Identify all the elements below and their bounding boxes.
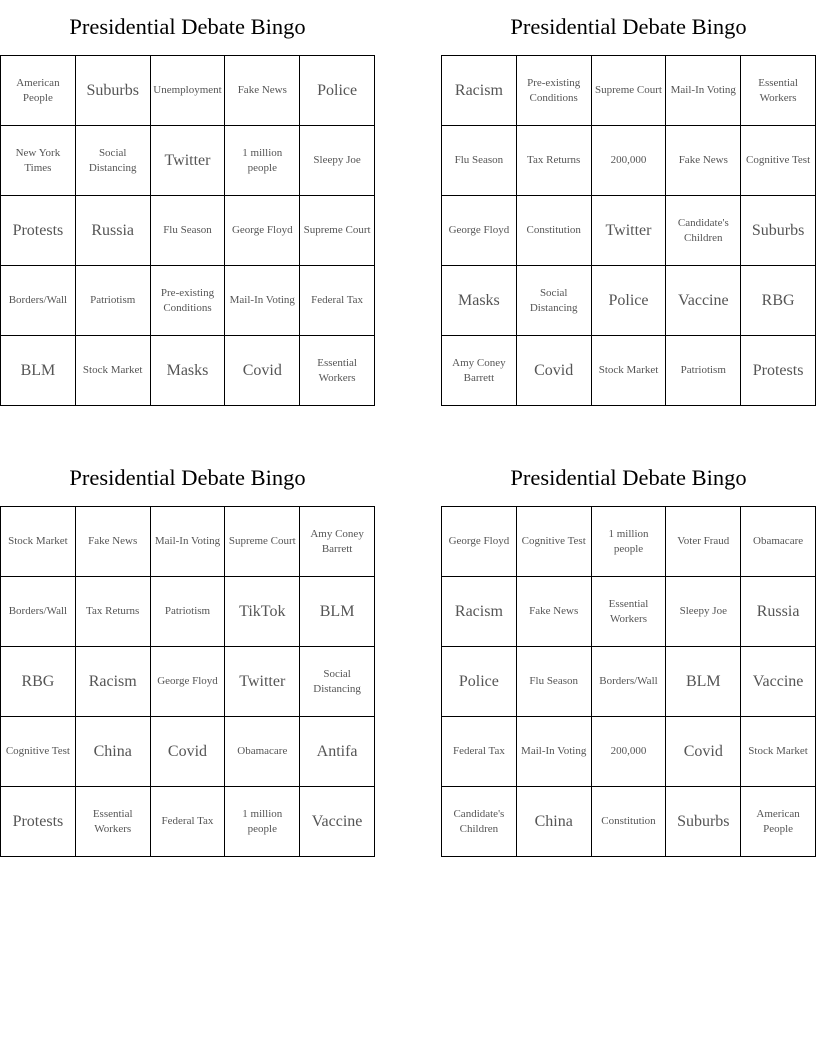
bingo-cell: BLM [1,336,76,406]
bingo-cell: Obamacare [225,717,300,787]
bingo-cell: RBG [1,647,76,717]
bingo-cell: George Floyd [442,196,517,266]
bingo-cell: Stock Market [76,336,151,406]
bingo-cell: Amy Coney Barrett [442,336,517,406]
bingo-cell: Patriotism [151,577,226,647]
bingo-cell: Amy Coney Barrett [300,507,375,577]
bingo-cell: Suburbs [76,56,151,126]
bingo-cell: Police [442,647,517,717]
bingo-cell: Social Distancing [76,126,151,196]
bingo-cell: Masks [151,336,226,406]
bingo-cell: Borders/Wall [1,266,76,336]
bingo-cell: Protests [741,336,816,406]
bingo-cell: Essential Workers [741,56,816,126]
bingo-cell: Patriotism [666,336,741,406]
bingo-cell: Mail-In Voting [517,717,592,787]
bingo-cell: Candidate's Children [442,787,517,857]
bingo-cell: Obamacare [741,507,816,577]
bingo-cell: TikTok [225,577,300,647]
bingo-cell: Borders/Wall [1,577,76,647]
bingo-cell: China [76,717,151,787]
card-title: Presidential Debate Bingo [510,14,747,39]
bingo-cell: Cognitive Test [1,717,76,787]
bingo-cell: Racism [442,56,517,126]
bingo-cell: Candidate's Children [666,196,741,266]
bingo-cell: Mail-In Voting [225,266,300,336]
bingo-cell: Suburbs [741,196,816,266]
bingo-cell: Suburbs [666,787,741,857]
bingo-cell: Stock Market [592,336,667,406]
bingo-cell: 200,000 [592,717,667,787]
bingo-cell: Fake News [225,56,300,126]
bingo-cell: Sleepy Joe [666,577,741,647]
card-title: Presidential Debate Bingo [510,465,747,490]
bingo-cell: American People [1,56,76,126]
bingo-cell: Fake News [666,126,741,196]
bingo-cell: Stock Market [741,717,816,787]
bingo-cell: Covid [151,717,226,787]
bingo-cell: Covid [517,336,592,406]
bingo-cell: Police [592,266,667,336]
bingo-cell: Antifa [300,717,375,787]
bingo-cell: Federal Tax [300,266,375,336]
bingo-cell: Voter Fraud [666,507,741,577]
bingo-cell: Twitter [592,196,667,266]
bingo-cell: 200,000 [592,126,667,196]
bingo-cell: 1 million people [225,126,300,196]
bingo-cell: Pre-existing Conditions [151,266,226,336]
card-title: Presidential Debate Bingo [69,465,306,490]
bingo-cell: Federal Tax [151,787,226,857]
bingo-cell: Tax Returns [76,577,151,647]
bingo-grid [0,55,375,406]
bingo-cell: BLM [300,577,375,647]
bingo-cell: Flu Season [517,647,592,717]
bingo-cell: Russia [76,196,151,266]
bingo-cell: Stock Market [1,507,76,577]
bingo-cell: Mail-In Voting [151,507,226,577]
bingo-cell: Vaccine [666,266,741,336]
bingo-cell: Borders/Wall [592,647,667,717]
bingo-cell: Russia [741,577,816,647]
bingo-cell: Supreme Court [225,507,300,577]
bingo-cell: Patriotism [76,266,151,336]
bingo-cell: George Floyd [442,507,517,577]
bingo-cell: Protests [1,787,76,857]
bingo-cell: Twitter [225,647,300,717]
bingo-cell: Constitution [592,787,667,857]
bingo-cell: Mail-In Voting [666,56,741,126]
bingo-cell: Masks [442,266,517,336]
bingo-cell: Supreme Court [592,56,667,126]
bingo-cell: Covid [225,336,300,406]
bingo-cell: Cognitive Test [741,126,816,196]
bingo-cell: China [517,787,592,857]
bingo-cell: Fake News [76,507,151,577]
bingo-cell: Twitter [151,126,226,196]
bingo-cell: Essential Workers [76,787,151,857]
card-title: Presidential Debate Bingo [69,14,306,39]
bingo-cell: Social Distancing [517,266,592,336]
bingo-cell: Protests [1,196,76,266]
bingo-grid [441,506,816,857]
bingo-cell: George Floyd [225,196,300,266]
bingo-cell: Unemployment [151,56,226,126]
bingo-cell: Racism [76,647,151,717]
bingo-cell: Flu Season [151,196,226,266]
bingo-cell: Sleepy Joe [300,126,375,196]
bingo-cell: Essential Workers [592,577,667,647]
bingo-cell: Flu Season [442,126,517,196]
bingo-cell: New York Times [1,126,76,196]
bingo-grid [0,506,375,857]
bingo-cell: Federal Tax [442,717,517,787]
bingo-grid [441,55,816,406]
bingo-cell: Social Distancing [300,647,375,717]
bingo-cell: George Floyd [151,647,226,717]
bingo-cell: Pre-existing Conditions [517,56,592,126]
bingo-cell: Vaccine [741,647,816,717]
bingo-cell: RBG [741,266,816,336]
bingo-cell: 1 million people [225,787,300,857]
bingo-cell: Essential Workers [300,336,375,406]
bingo-cell: Vaccine [300,787,375,857]
bingo-cell: Racism [442,577,517,647]
bingo-cell: Police [300,56,375,126]
bingo-cell: Supreme Court [300,196,375,266]
bingo-cell: American People [741,787,816,857]
bingo-cell: Covid [666,717,741,787]
bingo-cell: Cognitive Test [517,507,592,577]
bingo-cell: Tax Returns [517,126,592,196]
bingo-cell: 1 million people [592,507,667,577]
bingo-cell: BLM [666,647,741,717]
bingo-cell: Constitution [517,196,592,266]
bingo-cell: Fake News [517,577,592,647]
